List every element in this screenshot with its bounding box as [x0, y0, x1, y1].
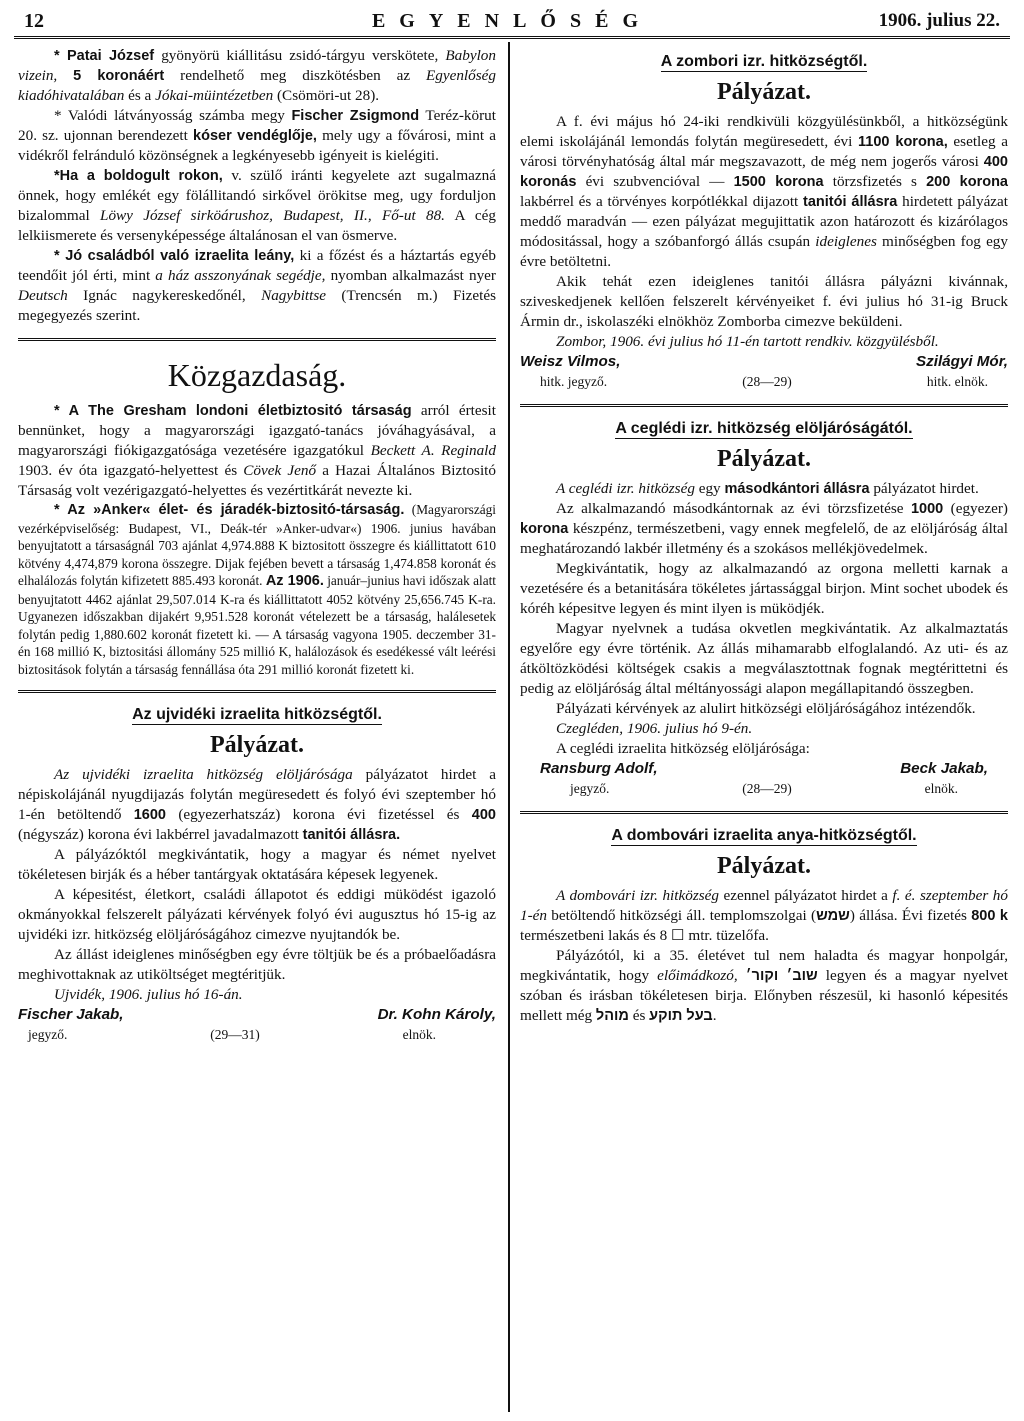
column-divider — [508, 42, 510, 1412]
ad-rule-2 — [520, 404, 1008, 407]
ad-ujvidek-date: Ujvidék, 1906. julius hó 16-án. — [54, 986, 243, 1003]
notice-housekeeper: * Jó családból való izraelita leány, ki a főzést és a háztartás egyéb teendőit jól érti, mint a ház asszonyának segédje, nyomban alkalmazást nyer Deutsch Ignác nagykereskedőnél, Nagybittse (Trencsén m.) Fizetés megegyezés szerint. — [18, 247, 496, 324]
ad-heading-ujvidek: Az ujvidéki izraelita hitközségtől. — [132, 706, 382, 723]
ad-rule-3 — [520, 811, 1008, 814]
ad-zombor-date: Zombor, 1906. évi julius hó 11-én tartott rendkiv. közgyülésből. — [556, 333, 939, 350]
issue-date: 1906. julius 22. — [878, 10, 1000, 31]
ad-zombor-signatures: Weisz Vilmos, Szilágyi Mór, — [520, 353, 1008, 370]
ad-ujvidek-p3: A képesitést, életkort, családi állapotot és eddigi müködést igazoló okmányokkal felszerelt pályázati kérvények folyó évi augusztus hó 15-ig az ujvidéki izr. hitközség elöljáróságához cimezve nyujtandók be. — [18, 886, 496, 943]
page-number: 12 — [24, 10, 44, 32]
ad-cegled-date: Czegléden, 1906. julius hó 9-én. — [556, 720, 753, 737]
ad-ujvidek-p4: Az állást ideiglenes minőségben egy évre töltjük be és a próbaelőadásra meghivottaknak az utiköltséget megtéritjük. — [18, 946, 496, 983]
ad-zombor-roles: hitk. jegyző. (28—29) hitk. elnök. — [540, 374, 988, 389]
ad-rule-1 — [18, 690, 496, 693]
ad-cegled-p4: Magyar nyelvnek a tudása okvetlen megkivántatik. Az alkalmaztatás egyelőre egy évre történik. Az állás mihamarabb elfoglalandó. Az uti- és az átköltözködési költségek csakis a megválasztottnak fognak megtérittetni és pedig az elöljáróság által méltányossági alapon megállapitandó összegben. — [520, 620, 1008, 697]
ad-cegled-p2: Az alkalmazandó másodkántornak az évi törzsfizetése 1000 (egyezer) korona készpénz, természetbeni, vagy ennek megfelelő, de az elöljáróság által meghatározandó lakbér illetmény és a szokásos mellékjövedelmek. — [520, 500, 1008, 557]
ad-cegled-p3: Megkivántatik, hogy az alkalmazandó az orgona melletti karnak a vezetésére és a betanitására tökéletes jártassággal birjon. Mint sochet ubodek és kóréh képesitve legyen és mint ilyen is müködjék. — [520, 560, 1008, 617]
ad-ujvidek-p2: A pályázóktól megkivántatik, hogy a magyar és német nyelvet tökéletesen birják és a héber tantárgyak oktatására képesek legyenek. — [18, 846, 496, 883]
section-title-kozgazdasag: Közgazdaság. — [167, 357, 347, 393]
left-column — [18, 46, 496, 1045]
ad-heading-cegled: A ceglédi izr. hitközség elöljáróságától. — [615, 420, 913, 437]
notice-gresham: * A The Gresham londoni életbiztositó társaság arról értesit bennünket, hogy a magyarországi igazgató-tanács jóváhagyásával, a magyarországi fiókigazgatósága vezetésére igazgatókul Beckett A. Reginald 1903. év óta igazgató-helyettest és Cövek Jenő a Hazai Általános Biztositó Társaság volt vezérigazgató-helyettes és vezértitkárát nevezte ki. — [18, 402, 496, 499]
ad-palyazat-ujvidek: Pályázat. — [210, 732, 304, 758]
notice-anker: * Az »Anker« élet- és járadék-biztositó-társaság. (Magyarországi vezérképviselőség: Budapest, VI., Deák-tér »Anker-udvar«) 1906. junius havában benyujtatott a társaságnál 703 ajánlat 4,974.888 K biztositott összegre és kiállittatott 610 kötvény 4,474,879 korona összegre. Dijak fejében bevett a társaság 1,474.858 koronát és elhalálozás folytán kifizetett 885.493 koronát. Az 1906. január–junius havi időszak alatt benyujtatott 4462 ajánlat 29,507.014 K-ra és kiállittatott 4052 kötvény 25,656.745 K-ra. Ugyanezen időszakban dijakért 9,951.528 koronát vételezett be a társaság, halálesetek folytán pedig 1,880.602 koronát fizetett ki. — A társaság vagyona 1905. deczember 31-én 168 millió K, biztositási állomány 525 millió K, halálozások és esedékessé vált leérési biztositások folytán a társaság fennállása óta 291 millió koronát fizetett ki. — [18, 502, 496, 677]
ad-cegled-p1: A ceglédi izr. hitközség egy másodkántori állásra pályázatot hirdet. — [556, 480, 979, 497]
ad-ujvidek-p1: Az ujvidéki izraelita hitközség elöljáróságа pályázatot hirdet a népiskolájánál nyugdijazás folytán megüresedett és folyó évi szeptember hó 1-én betöltendő 1600 (egyezerhatszáz) korona évi fizetéssel és 400 (négyszáz) korona évi lakbérrel javadalmazott tanitói állásra. — [18, 766, 496, 843]
ad-ujvidek-signatures: Fischer Jakab, Dr. Kohn Károly, — [18, 1006, 496, 1023]
ad-cegled-p5: Pályázati kérvények az alulirt hitközségi elöljáróságához intézendők. — [556, 700, 976, 717]
ad-heading-zombor: A zombori izr. hitközségtől. — [660, 53, 868, 70]
page-header — [14, 6, 1010, 39]
ad-dombovar-p2: Pályázótól, ki a 35. életévet tul nem haladta és magyar honpolgár, megkivántatik, hogy előimádkozó, שוב׳ וקור׳ legyen és a magyar nyelvet szóban és irásban tökéletesen birja. Előnyben részesül, ki hasonló képesités mellett még מוהל és בעל תוקע. — [520, 947, 1008, 1024]
ad-palyazat-zombor: Pályázat. — [717, 79, 811, 105]
ad-palyazat-cegled: Pályázat. — [717, 446, 811, 472]
ad-cegled-org: A ceglédi izraelita hitközség elöljárósága: — [556, 740, 810, 757]
ad-cegled-roles: jegyző. (28—29) elnök. — [570, 781, 958, 796]
ad-dombovar-p1: A dombovári izr. hitközség ezennel pályázatot hirdet a f. é. szeptember hó 1-én betöltendő hitközségi áll. templomszolgai (שמש) állása. Évi fizetés 800 k természetbeni lakás és 8 ☐ mtr. tüzelőfa. — [520, 887, 1008, 944]
ad-heading-dombovar: A dombovári izraelita anya-hitközségtől. — [611, 827, 917, 844]
notice-patai: * Patai József gyönyörü kiállitásu zsidó-tárgyu verskötete, Babylon vizein, 5 koronáért rendelhető meg diszkötésben az Egyenlőség kiadóhivatalában és a Jókai-müintézetben (Csömöri-ut 28). — [18, 47, 496, 104]
section-rule — [18, 338, 496, 341]
masthead-title: EGYENLŐSÉG — [371, 10, 653, 32]
ad-palyazat-dombovar: Pályázat. — [717, 853, 811, 879]
ad-zombor-p1: A f. évi május hó 24-iki rendkivüli közgyülésünkből, a hitközségünk elemi iskolájánál lemondás folytán megüresedett, évi 1100 korona, esetleg a városi törvényhatóság által már megszavazott, de még nem jogerős városi 400 koronás évi szubvencióval — 1500 korona törzsfizetés s 200 korona lakbérrel és a törvényes korpótlékkal dijazott tanitói állásra hirdetett pályázat meddő maradván — ezen pályázat megujittatik azon határozott és kizárólagos módositással, hogy a szóbanforgó állás csupán ideiglenes minőségben fog egy évre betöltetni. — [520, 113, 1009, 270]
ad-zombor-p2: Akik tehát ezen ideiglenes tanitói állásra pályázni kivánnak, sziveskedjenek kellően felszerelt kérvényeiket f. évi julius hó 31-ig Bruck Ármin dr., iskolaszéki elnökhöz Zomborba cimezve beküldeni. — [520, 273, 1008, 330]
ad-ujvidek-roles: jegyző. (29—31) elnök. — [28, 1027, 436, 1042]
notice-tombstone: *Ha a boldogult rokon, v. szülő iránti kegyelete azt sugalmazná önnek, hogy emlékét egy fölállitandó sirkővel örökitse meg, ugy forduljon bizalommal Löwy József sirköárushoz, Budapest, II., Fő-ut 88. A cég lelkiismerete és versenyképessége általánosan el van ösmerve. — [18, 167, 496, 244]
notice-fischer: * Valódi látványosság számba megy Fischer Zsigmond Teréz-körut 20. sz. ujonnan berendezett kóser vendéglője, mely ugy a fővárosi, mint a vidékről felránduló közönségnek a legkényesebb igényeit is kielégiti. — [18, 107, 496, 164]
right-column — [520, 46, 1008, 1026]
ad-cegled-signatures: Ransburg Adolf, Beck Jakab, — [540, 760, 988, 777]
